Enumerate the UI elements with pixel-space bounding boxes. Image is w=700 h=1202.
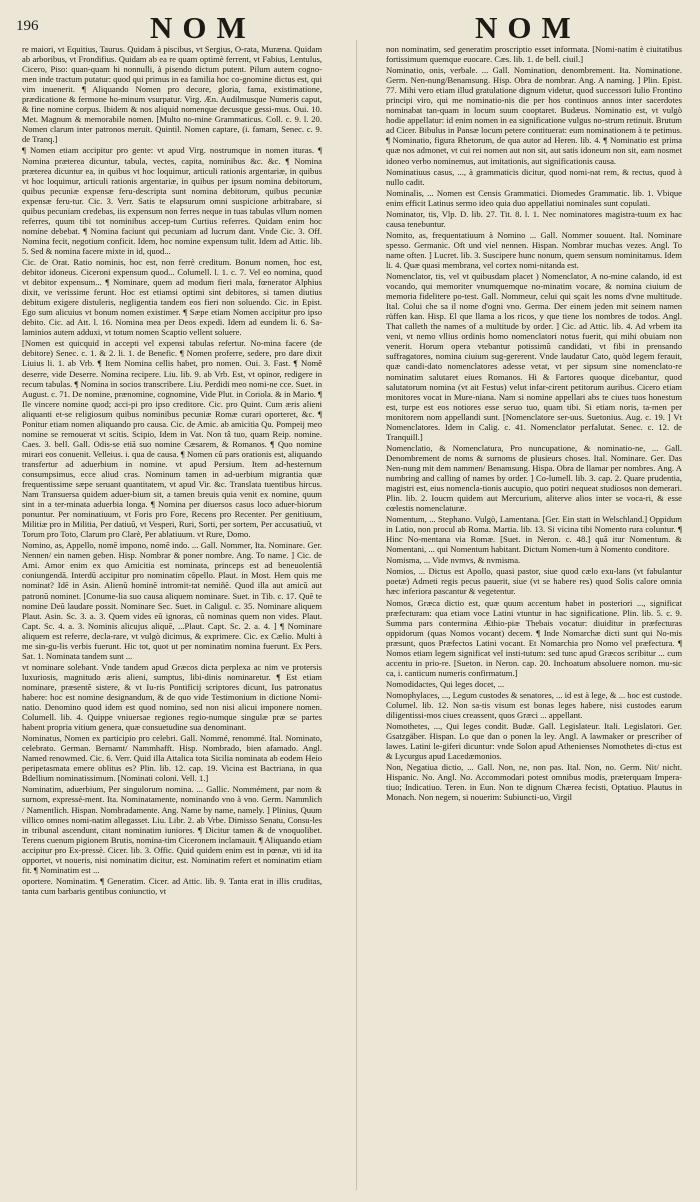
entry-paragraph: Nominatim, aduerbium, Per singulorum nomina. ... Gallic. Nommément, par nom & surnom, expressé-ment. Ita. Nominatamente, nominando vno à vno. Germ. Nammlich / Namentlich. Hispan. Nombradamente. Ang. Name by name, namely. ] Plinius, Quum villico omnes nomi-natim allegasset. Liu. Libr. 2. ab Vrbe. Dimisso Senatu, Consu-les in tribunal ascendunt, citant nominatim iuniores. ¶ Dicitur tamen & de vnoquolibet. Terens cuenum pigionem Brutis, nomina-tim Ciceronem inclamauit. ¶ Aliquando etiam accipitur pro Ex-pressè. Cicer. lib. 3. Offic. Quid quidem enim est in pœnæ, vti id ita opportet, vt noueris, nisi nominatim dicitur, est. Nominatim refert et nominatim etiam fit. ¶ Nominatim est ... <box>22 784 322 875</box>
entry-paragraph: Nominalis, ... Nomen est Censis Grammatici. Diomedes Grammatic. lib. 1. Vbique enim efficit Latinus sermo ideo quia duo appellatiui nominales sunt copulati. <box>386 187 682 208</box>
entry-paragraph: vt nominare solebant. Vnde tandem apud Græcos dicta perplexa ac nim ve protersis luxuriosis, magnitudo æris alieni, sumptus, libi-dinis nominaretur. ¶ Est etiam nominare, præsentẽ sistere, & vt Iu-ris Pontificij scriptores dicunt, Ius patronatus habere: hoc est nomine designandum, & de quo vide Testimonium in dictione Nomi-natio. Denomino quod idem est quod nomino, sed non nisi alicui imponere nomen. Columell. lib. 4. Quippe vniuersae regiones regio-numque singulæ præ se partes habent propria vitium genera, quæ consuetudine sua denominant. <box>22 661 322 733</box>
entry-paragraph: Nomodidactes, Qui leges docet, ... <box>386 678 505 689</box>
entry-paragraph: non nominatim, sed generatim proscriptio esset informata. [Nomi-natim è ciuitatibus fortissimum quemque euocare. Cæs. lib. 1. de bell. ciuil.] <box>386 44 682 65</box>
entry-paragraph: Nomenclatio, & Nomenclatura, Pro nuncupatione, & nominatio-ne, ... Gall. Denombrement de noms & surnoms de plusieurs choses. Ital. Nominare. Ger. Das Nen-nung mit dem nammen/ Benamsung. Hispa. Obra de llamar per nombres. Ang. A numbring and calling of names by order. ] Co-lumell. lib. 3. cap. 2. Quare prudentia, magistri est, eius nomencla-tionis aucupio, quo potiri nequeat studiosos non demerari. Plin. lib. 2. Ioucm quidem aut Mercurium, aliterve alios inter se voca-ri, & esse cœlestis nomenclaturæ. <box>386 442 682 514</box>
entry-paragraph: Nomisma, ... Vide nvmvs, & nvmisma. <box>386 555 521 566</box>
running-head-right: NOM <box>475 10 581 45</box>
entry-paragraph: Nominator, tis, Vlp. D. lib. 27. Tit. 8. l. 1. Nec nominatores magistra-tuum ex hac causa tenebuntur. <box>386 208 682 229</box>
entry-paragraph: Nominatus, Nomen ex participio pro celebri. Gall. Nommé, renommé. Ital. Nominato, celebrato. German. Bernamt/ Nammhafft. Hisp. Nombrado, bien afamado. Angl. Named renowmed. Cic. 6. Verr. Quid illa Attalica tota Sicilia nominata ab eodem Heio peripetasmata emere oblitus es? Plin. lib. 12. cap. 19. Vicina est Bactriana, in qua Bdellium nominatissimum. [Nominati coloni. Vell. 1.] <box>22 733 322 784</box>
column-divider <box>356 40 357 1190</box>
left-column <box>22 44 322 1189</box>
entry-paragraph: Nominatio, onis, verbale. ... Gall. Nomination, denombrement. Ita. Nominatione. Germ. Nen-nung/Benamsung. Hisp. Obra de nombrar. Ang. A naming. ] Plin. Epist. 77. Mihi vero etiam illud gratulatione dignum videtur, quod successori Iulio Frontino principi viro, qui me nominatio-nis die per hos continuos annos inter sacerdotes nominabat tan-quam in locum suum cooptaret. Budæus. Nominatio est, vt vulgò hodie appellatur: id enim nomen in ea significatione vulgus no-strum retinuit. Brutum ad Cicer. Bibulus in Pansæ locum petere contituerat: eum nominationem à te petimus. ¶ Nominatio, figura Rhetorum, de qua autor ad Heren. lib. 4. ¶ Nominatio est prima quæ nos admonet, vt cui rei nomen aut non sit, aut satis idoneum non sit, eam nosmet idoneo verbo nominemus, aut imitationis, aut significationis causa. <box>386 65 682 166</box>
running-head-left: NOM <box>150 10 256 45</box>
entry-paragraph: Nomentum, ... Stephano. Vulgò, Lamentana. [Ger. Ein statt in Welschland.] Oppidum in Latio, non procul ab Roma. Martia. lib. 13. Si vicina tibi Nomento rura coluntur. ¶ Hinc No-mentana via Romæ. [Suet. in Neron. c. 48.] quã itur Nomentum. & Nomentani, ... qui Nomentum habitant. Dictum Nomen-tum à Nomento conditore. <box>386 514 682 555</box>
entry-paragraph: Non, Negatiua dictio, ... Gall. Non, ne, non pas. Ital. Non, no. Germ. Nit/ nicht. Hispanic. No. Angl. No. Accommodari potest omnibus modis, præterquam Impera-tiuo; Indicatiuo. Teren. in Eun. Non te dignum Chærea fecisti, Optatiuo. Plautus in Monach. Non negem, si nouerim: Subiuncti-uo, Virgil <box>386 762 682 803</box>
entry-paragraph: Nomophylaces, ..., Legum custodes & senatores, ... id est à lege, & ... hoc est custode. Columel. lib. 12. Non sa-tis visum est bonas leges habere, nisi custodes earum diligentissi-mos ciues creassent, quos Græci ... appellant. <box>386 689 682 721</box>
entry-paragraph: Nomios, ... Dictus est Apollo, quasi pastor, siue quod cælo exu-lans (vt fabulantur poetæ) Admeti regis pecus pauerit, siue (vt se habere res) quod Solis calore omnia hæc inferiora pascantur & vegetentur. <box>386 566 682 597</box>
entry-paragraph: Nomos, Græca dictio est, quæ quum accentum habet in posteriori ..., significat præfecturam: qua etiam voce Latini vtuntur in hac significatione. Plin. lib. 5. c. 9. Summa pars contermina Æthio-piæ Thebais vocatur: diuiditur in præfecturas oppidorum (quas Nomos vocant) decem. ¶ Inde Nomarchæ dicti sunt qui No-mis præsunt, quos Præfectos Latini vocant. Et Nomarchia pro Nomo vel præfectura. ¶ Nomos etiam legem significat vel insti-tutum: sed tunc apud Græcos scribitur ... cum accentu in prio-re. [Sueton. in Neron. cap. 20. Inchoatum absoluere nomon. mu-sic ca, i. canticum numeris confirmatum.] <box>386 597 682 678</box>
entry-paragraph: [Nomen est quicquid in accepti vel expensi tabulas refertur. No-mina facere (de debitore) Senec. c. 1. & 2. li. 1. de Benefic. ¶ Nomen proferre, sedere, pro dare dixit Liuius li. 1. ab Vrb. ¶ Item Nomina cellis habet, pro nomen. Oui. 3. Fast. ¶ Nomê deserre, vide Deserre. Nomina recipere. Liu. lib. 9. ab Vrb. Est, vt opinor, redigere in recum tabulas. ¶ Nomina in socios transcribere. Liu. Perdidi meo nomi-ne cce. Suet. in August. c. 71. De nomine, prænomine, cognomine, Vide Plut. in Coriola. & in Mario. ¶ Ile vincere nomine quod; acci-pi pro ipso creditore. Cic. pro Quint. Cum æris alieni aliquanti et-se religiosum quibus nominibus pecuniæ Romæ curari oporteret, &c. ¶ Ponitur etiam nomen aliquando pro causa. Cic. de Amic. ab amicitia Qu. Pompeij meo nomine se remouerat vt scitis. Scipio, Idem in Vat. Non tâ tuo, quam Reip. nomine. Caes. 3. bell. Gall. Odis-se etiā suo nomine Cæsarem, & Romanos. ¶ Quo nomine mirari eos conuenit. Velleius. i. qua de causa. ¶ Nomen cũ pars orationis est, aliquando transfertur ad aduerbium in nomine. vt apud Persium. Item ad-hesternum consumpsimus, ecce aliud cras. Nominum tamen in ad-uerbium migrantia quæ frequentissime sæpe seruant quantitatem, vt apud Vir. &c. Translata tuentibus hircus. Nam Transuersa quidem aduer-bium sit, a tamen breuis quia venit ex nomine, quum sint in a ter-minata aduerbia longa. ¶ Nomina per diuersos casus loco aduer-biorum ponuntur. Per nominatiuum, vt Foris pro Fore, Recens pro Recenter. Per genitiuum, Militiæ pro in Militia, Per datiuũ, vt Vesperi, Ruri, Sorti, per sortem, Per accusatiuũ, vt Torum pro Toto, Clarum pro Clarè, Per ablatiuum. vt Rure, Domo. <box>22 338 322 540</box>
entry-paragraph: Nomino, as, Appello, nomē impono, nomē indo. ... Gall. Nommer, Ita. Nominare. Ger. Nennen/ ein namen geben. Hisp. Nombrar & poner nombre. Ang. To name. ] Cic. de Ami. Amor enim ex quo Amicitia est nominata, princeps est ad beneuolentiã coniungendã. Interdũ accipitur pro nominatim cõpello. Plaut. in Most. Hem quis me nominat? Idē in Asin. Alienũ hominẽ intromit-tat nemiñẽ. Quod illa aut amicũ aut patronũ nominet. [Conume-lia suo causa aliquem nominare. Suet. in Tib. c. 17. Quẽ te nomine Deũ laudare possit. Nominare Sec. Suet. in Caligul. c. 35. Nominare aliquem Plaut. Asin. Sc. 3. a. 3. Quem vides eũ ignoras, cũ nominas quem non vides. Plaut. Capt. Sc. 4. a. 3. Nominis alicujus aliquẽ, ...Plaut. Capt. Sc. 2. a. 4. ] ¶ Nominare aliquem est referre, decla-rare, vt vulgò dicimus, & exprimere. Cic. ex Cælio. Multi à me sin-gu-lis verbis fuerunt. Hic tot, quot ut per nominatim nomina fuerunt. Ex Pers. Sat. 1. Nominata tandem sunt ... <box>22 540 322 661</box>
page-number: 196 <box>16 18 39 34</box>
entry-paragraph: oportere. Nominatim. ¶ Generatim. Cicer. ad Attic. lib. 9. Tanta erat in illis cruditas, tanta cum barbaris gentibus coniunctio, vt <box>22 875 322 896</box>
entry-paragraph: re maiori, vt Equitius, Taurus. Quidam à piscibus, vt Sergius, O-rata, Muræna. Quidam ab arboribus, vt Frondifius. Quidam ab ea re quam optimè ferrent, vt Fabius, Lentulus, Cicero, Piso: quan-quam hi nonnulli, à pisendo dictum putent. Pilum autem cogno-men inde tractum putatur: quod qui primus in ea familia hoc co-gnomine dictus est, qui vim inuenerit. ¶ Aliquando Nomen pro decore, gloria, fama, existimatione, prædicatione & fermone ho-minum vsurpatur. Virg. Æn. Audilmusque Numeris caput, & fine nomine corpus. Ibidem & nos aliquid nomenque decusque gessi-mus. Oui. 10. Met. Magnum & memorabile nomen. [Multo no-mine Grammaticus. Coll. c. 9. l. 20. Nomen clarum inter patronos meruit. Quintil. Nomen captare, (i. famam, Senec. c. 9. de Tranq.] <box>22 44 322 145</box>
entry-paragraph: ¶ Nomen etiam accipitur pro gente: vt apud Virg. nostrumque in nomen ituras. ¶ Nomina præterea dicuntur, tabula, vectes, capita, nominibus &c. &c. ¶ Nomina præterea dicuntur ea, in quibus vt hoc loquimur, articuli rationis argentariæ, in quibus vt hoc loquimur, articuli rationis argentariæ, in quibus per ipsum nomina debitorum, quibus pecuniæ expensæ feru-descripta sunt nomina debitorum, quibus pecuniæ expensæ feru-tur. Cic. 3. Verr. Satis te elapsurum omni suspicione arbitrabare, si quibus pecuniam credebas, iis expensum non ferres neque in tuas tabulas vllum nomen referres, quum tibi tot nominibus accep-tum Curtius referres. Quidam enim hoc nomine debebat. ¶ Nomina faciunt qui pecuniam ad lucrum dant. Vnde Cic. 3. Off. Nomina fecit, negotium conficit. Idem, hoc nomine expensum tulit. Idem ad Attic. lib. 5. Sed & nomina facere mixte in id, quod... <box>22 145 322 256</box>
entry-paragraph: Nomito, as, frequentatiuum à Nomino ... Gall. Nommer souuent. Ital. Nominare spesso. Germanic. Oft und viel nennen. Hispan. Nombrar muchas vezes. Angl. To name often. ] Lucret. lib. 3. Suscipere hunc nonum, quem sensum nominitamus. Idem li. 4. Quæ quasi membrana, vel cortex nomi-nitanda est. <box>386 229 682 270</box>
entry-paragraph: Cic. de Orat. Ratio nominis, hoc est, non ferrè creditum. Bonum nomen, hoc est, debitor idoneus. Ciceroni expensum quod... Columell. l. 1. c. 7. Vel eo nomina, quod vt debitor expensum... ¶ Nominare, quem ad modum fieri mala, fœnerator Alphius dixit, ve verissime ferunt. Hoc est etiamsi optimi sint debitores, si tamen diutius debitum exigere distuleris, negligentia tandem eos fieri non soluendo. Cic. in Epist. Ego sum alicuius vt bonum nomen existimer. ¶ Sæpe etiam Nomen accipitur pro ipso debito. Cic. ad Att. l. 16. Nomina mea per Deos expedi. Idem ad eundem li. 6. Sa-laminios autem adduxi, vt totum nomen Scaptio vellent soluere. <box>22 256 322 338</box>
right-column <box>386 44 682 1189</box>
entry-paragraph: Nomothetes, ..., Qui leges condit. Budæ. Gall. Legislateur. Itali. Legislatori. Ger. Gsatzgäber. Hispan. Lo que dan o ponen la ley. Angl. A lawmaker or prescriber of lawes. Latini le-giferi dicuntur: vnde Solon apud Athenienses Nomothetes di-ctus est & Lycurgus apud Lacedæmonios. <box>386 721 682 762</box>
entry-paragraph: Nomenclator, tis, vel vt quibusdam placet ) Nomenclator, A no-mine calando, id est vocando, qui memoriter vnumquemque no-minatim vocare, & nomina ciuium de memoria fidelitere po-test. Gall. Nommeur, celui qui sçait les noms d'vne multitude. Ital. Colui che sa il nome d'ogni vno. Germa. Der einem jeden mit seinem namen rüffen kan. Hisp. El que llama a los ricos, y que tiene los nombres de todos. Angl. That calleth the names of a multitude by order. ] Cic. ad Attic. lib. 4. Ad vrbem ita veni, vt nemo vllius ordinis homo nomenclatori notus fuerit, qui mihi obuiam non venerit. Horum opera vtebantur potissimũ candidati, vt fibi in prensando suffragatores, nomina ciuium sug-gererent. Vnde laudatur Cato, quòd legem ferauit, quæ candi-dato nomenclatores adesse vetat, vt per sipsum sine nomenclato-re nominatim salutaret eiues Romanos. Hi & Fartores quoque dicebantur, quod salutatorum nomina (vt ait Festus) velut infar-cirent petitorum auribus. Cicero etiam monitores vocat in Mure-niana. Nam si nomine appellari abs te ciues tuos honestum est, turpe est eos notiores esse seruo tuo, quam tibi. Si etiam noris, ta-men per monitorem nom appellandi sunt. [Nomenclatore ser-uus. Suetonius. Aug. c. 19. ] Vt Nomenclatores. Idem in Calig. c. 41. Nomenclator perfalutat. Senec. c. 12. de Tranquill.] <box>386 271 682 442</box>
entry-paragraph: Nominatiuus casus, ..., à grammaticis dicitur, quod nomi-nat rem, & rectus, quod à nullo cadit. <box>386 166 682 187</box>
